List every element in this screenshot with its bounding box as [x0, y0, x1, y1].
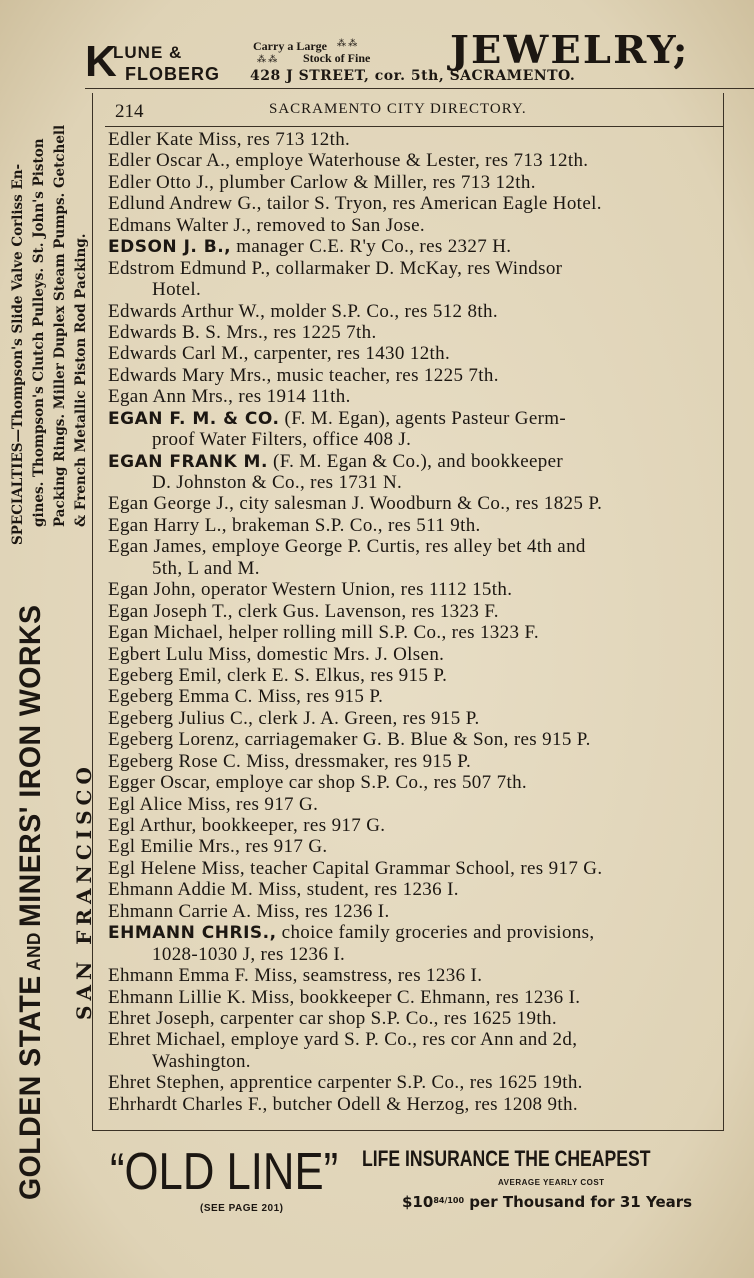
footer-price	[402, 1192, 692, 1211]
entry-name: Ehmann Carrie A. Miss,	[108, 900, 300, 922]
entry-details: apprentice carpenter S.P. Co., res 1625 19th.	[224, 1072, 583, 1094]
entry-name: Edwards Carl M.,	[108, 343, 249, 365]
entry-details: plumber Carlow & Miller, res 713 12th.	[214, 171, 536, 193]
directory-entry	[108, 729, 723, 750]
directory-entry	[108, 987, 723, 1008]
price-cents: 84/100	[433, 1196, 465, 1205]
entry-name: Egbert Lulu Miss,	[108, 643, 252, 665]
entry-details: res 917 G.	[230, 793, 319, 815]
entry-details: res 1914 11th.	[233, 386, 351, 408]
entry-details: bookkeeper C. Ehmann, res 1236 I.	[294, 986, 581, 1008]
directory-entry	[108, 794, 723, 815]
entry-name: Edler Kate Miss,	[108, 129, 242, 150]
side-ad-city: SAN FRANCISCO	[72, 762, 96, 1020]
firm-initial: K	[85, 37, 117, 86]
side-ad-title-b: MINERS' IRON WORKS	[14, 604, 47, 927]
directory-entry	[108, 1072, 723, 1093]
entry-details: carpenter, res 1430 12th.	[248, 343, 451, 365]
entry-details: dressmaker, res 915 P.	[289, 750, 472, 772]
entry-name: Edstrom Edmund P.,	[108, 257, 271, 279]
entry-name: Ehret Joseph,	[108, 1007, 215, 1029]
directory-entry	[108, 644, 723, 665]
footer-headline: LIFE INSURANCE THE CHEAPEST	[362, 1146, 651, 1171]
entry-name: EHMANN CHRIS.,	[108, 923, 277, 944]
directory-entry	[108, 686, 723, 707]
directory-entry	[108, 322, 723, 343]
directory-entry	[108, 493, 723, 514]
directory-entry	[108, 922, 723, 943]
entry-details: res 1236 I.	[299, 900, 390, 922]
specialties-line: SPECIALTIES—Thompson's Slide Valve Corliss En-	[10, 163, 26, 545]
footer-advertisement	[100, 1140, 720, 1220]
entry-name: Egan James,	[108, 536, 207, 558]
directory-entry	[108, 236, 723, 257]
firm-name-line1: LUNE &	[113, 43, 183, 62]
directory-entry	[108, 365, 723, 386]
entry-name: Egan Ann Mrs.,	[108, 386, 234, 408]
entry-name: Edler Otto J.,	[108, 171, 215, 193]
specialties-line: gines. Thompson's Clutch Pulleys. St. John's Piston	[31, 138, 47, 527]
header-advertisement	[85, 27, 725, 86]
directory-entry	[108, 1008, 723, 1029]
entry-details: manager C.E. R'y Co., res 2327 H.	[231, 236, 512, 258]
entry-name: Egl Arthur,	[108, 815, 197, 836]
directory-entry	[108, 665, 723, 686]
entry-name: Egl Emilie Mrs.,	[108, 836, 241, 858]
directory-entry	[108, 451, 723, 472]
ad-carry-text: Carry a Large	[253, 39, 327, 53]
entry-name: Edwards B. S. Mrs.,	[108, 321, 269, 343]
entry-details: clerk J. A. Green, res 915 P.	[253, 707, 480, 729]
directory-entry	[108, 708, 723, 729]
entry-details: employe George P. Curtis, res alley bet 4th and	[206, 536, 586, 558]
entry-name: Egan Joseph T.,	[108, 600, 233, 622]
entry-name: EGAN F. M. & CO.	[108, 408, 280, 429]
header-rule	[85, 88, 754, 89]
entry-continuation: Hotel.	[152, 279, 202, 301]
directory-entry	[108, 515, 723, 536]
entry-details: (F. M. Egan & Co.), and bookkeeper	[267, 450, 564, 472]
entry-name: Ehret Stephen,	[108, 1072, 225, 1094]
firm-name-line2: FLOBERG	[125, 64, 220, 84]
entry-name: Ehret Michael,	[108, 1029, 226, 1051]
entry-details: brakeman S.P. Co., res 511 9th.	[226, 514, 481, 536]
entry-details: bookkeeper, res 917 G.	[196, 815, 386, 836]
entry-continuation: proof Water Filters, office 408 J.	[152, 429, 412, 451]
ad-address: 428 J STREET, cor. 5th, SACRAMENTO.	[250, 68, 576, 84]
entry-details: employe Waterhouse & Lester, res 713 12th.	[230, 150, 589, 172]
side-ad-specialties	[8, 125, 92, 545]
entry-name: Egan John,	[108, 579, 196, 601]
entry-name: Egl Helene Miss,	[108, 857, 245, 879]
entry-name: Egeberg Emma C. Miss,	[108, 686, 302, 708]
directory-listing-box	[92, 93, 724, 1131]
directory-entry	[108, 836, 723, 857]
directory-entry	[108, 751, 723, 772]
directory-entry	[108, 386, 723, 407]
entry-details: res 915 P.	[301, 686, 384, 708]
entry-name: Ehrhardt Charles F.,	[108, 1093, 268, 1115]
page-number: 214	[115, 101, 144, 122]
directory-entry	[108, 343, 723, 364]
directory-entry	[108, 129, 723, 150]
entry-name: Egeberg Julius C.,	[108, 707, 254, 729]
entry-details: music teacher, res 1225 7th.	[271, 364, 499, 386]
directory-entry	[108, 1094, 723, 1115]
entry-name: Edlund Andrew G.,	[108, 193, 262, 215]
entry-details: res 917 G.	[240, 836, 328, 858]
directory-entry	[108, 965, 723, 986]
entry-name: Ehmann Emma F. Miss,	[108, 965, 298, 987]
entry-continuation: 1028-1030 J, res 1236 I.	[152, 943, 346, 965]
entry-details: removed to San Jose.	[251, 214, 425, 236]
entry-details: res 713 12th.	[241, 129, 351, 150]
directory-entry	[108, 536, 723, 557]
entry-details: seamstress, res 1236 I.	[297, 965, 483, 987]
divider	[105, 126, 723, 127]
footer-avg-label: AVERAGE YEARLY COST	[498, 1178, 605, 1187]
directory-entry	[108, 172, 723, 193]
entry-name: Egeberg Lorenz,	[108, 729, 240, 751]
entry-name: Egan Michael,	[108, 622, 224, 644]
footer-brand: “OLD LINE”	[110, 1143, 339, 1201]
entry-details: employe car shop S.P. Co., res 507 7th.	[210, 772, 528, 794]
directory-entry	[108, 772, 723, 793]
specialties-line: Packing Rings. Miller Duplex Steam Pumps. Getchell	[52, 124, 68, 527]
directory-entry	[108, 408, 723, 429]
directory-entry	[108, 1029, 723, 1050]
directory-entry	[108, 193, 723, 214]
entry-details: collarmaker D. McKay, res Windsor	[270, 257, 563, 279]
entry-details: carriagemaker G. B. Blue & Son, res 915 P.	[239, 729, 591, 751]
ornament-stars: ⁂ ⁂	[257, 54, 278, 64]
directory-entry	[108, 815, 723, 836]
directory-entry	[108, 622, 723, 643]
entry-details: tailor S. Tryon, res American Eagle Hotel.	[261, 193, 602, 215]
price-rest: per Thousand for 31 Years	[464, 1193, 693, 1211]
directory-entry	[108, 258, 723, 279]
entry-details: teacher Capital Grammar School, res 917 G.	[245, 857, 603, 879]
entry-details: helper rolling mill S.P. Co., res 1323 F.	[223, 622, 539, 644]
entry-details: employe yard S. P. Co., res cor Ann and 2d,	[225, 1029, 578, 1051]
footer-see-page: (SEE PAGE 201)	[200, 1203, 284, 1214]
entry-details: carpenter car shop S.P. Co., res 1625 19th.	[214, 1007, 557, 1029]
entry-details: butcher Odell & Herzog, res 1208 9th.	[267, 1093, 578, 1115]
specialties-line: & French Metallic Piston Rod Packing.	[73, 233, 89, 527]
running-head: SACRAMENTO CITY DIRECTORY.	[269, 101, 527, 117]
entry-details: student, res 1236 I.	[301, 879, 459, 901]
entry-details: domestic Mrs. J. Olsen.	[251, 643, 445, 665]
side-ad-title-a: GOLDEN STATE	[14, 975, 47, 1200]
entry-name: Ehmann Lillie K. Miss,	[108, 986, 295, 1008]
entry-details: (F. M. Egan), agents Pasteur Germ-	[279, 407, 567, 429]
directory-entry	[108, 858, 723, 879]
entry-name: Ehmann Addie M. Miss,	[108, 879, 302, 901]
entry-details: res 1225 7th.	[268, 321, 377, 343]
ornament-stars: ⁂ ⁂	[337, 38, 358, 48]
directory-entry	[108, 879, 723, 900]
directory-entry	[108, 579, 723, 600]
entry-name: Edwards Arthur W.,	[108, 300, 266, 322]
directory-entries	[108, 129, 723, 1115]
side-ad-title-and: AND	[24, 926, 44, 976]
entry-name: Egan George J.,	[108, 493, 235, 515]
entry-name: Egan Harry L.,	[108, 514, 227, 536]
directory-entry	[108, 301, 723, 322]
directory-entry	[108, 901, 723, 922]
side-ad-title	[14, 602, 48, 1201]
entry-name: EDSON J. B.,	[108, 237, 232, 258]
price-dollars: $10	[402, 1193, 434, 1211]
entry-details: clerk Gus. Lavenson, res 1323 F.	[232, 600, 499, 622]
entry-name: Edmans Walter J.,	[108, 214, 252, 236]
directory-entry	[108, 150, 723, 171]
directory-entry	[108, 215, 723, 236]
ad-product: JEWELRY;	[450, 27, 690, 72]
entry-details: city salesman J. Woodburn & Co., res 1825 P.	[234, 493, 603, 515]
entry-name: Egl Alice Miss,	[108, 793, 231, 815]
ad-stock-text: Stock of Fine	[303, 51, 371, 65]
entry-name: Edler Oscar A.,	[108, 150, 231, 172]
entry-name: Egeberg Rose C. Miss,	[108, 750, 290, 772]
entry-details: choice family groceries and provisions,	[276, 922, 595, 944]
entry-name: Egger Oscar,	[108, 772, 211, 794]
entry-continuation: Washington.	[152, 1050, 251, 1072]
directory-entry	[108, 601, 723, 622]
entry-details: clerk E. S. Elkus, res 915 P.	[221, 664, 448, 686]
entry-name: EGAN FRANK M.	[108, 451, 268, 472]
entry-continuation: 5th, L and M.	[152, 557, 260, 579]
entry-continuation: D. Johnston & Co., res 1731 N.	[152, 472, 403, 493]
entry-name: Edwards Mary Mrs.,	[108, 364, 272, 386]
entry-details: molder S.P. Co., res 512 8th.	[265, 300, 498, 322]
entry-name: Egeberg Emil,	[108, 664, 222, 686]
entry-details: operator Western Union, res 1112 15th.	[195, 579, 513, 601]
